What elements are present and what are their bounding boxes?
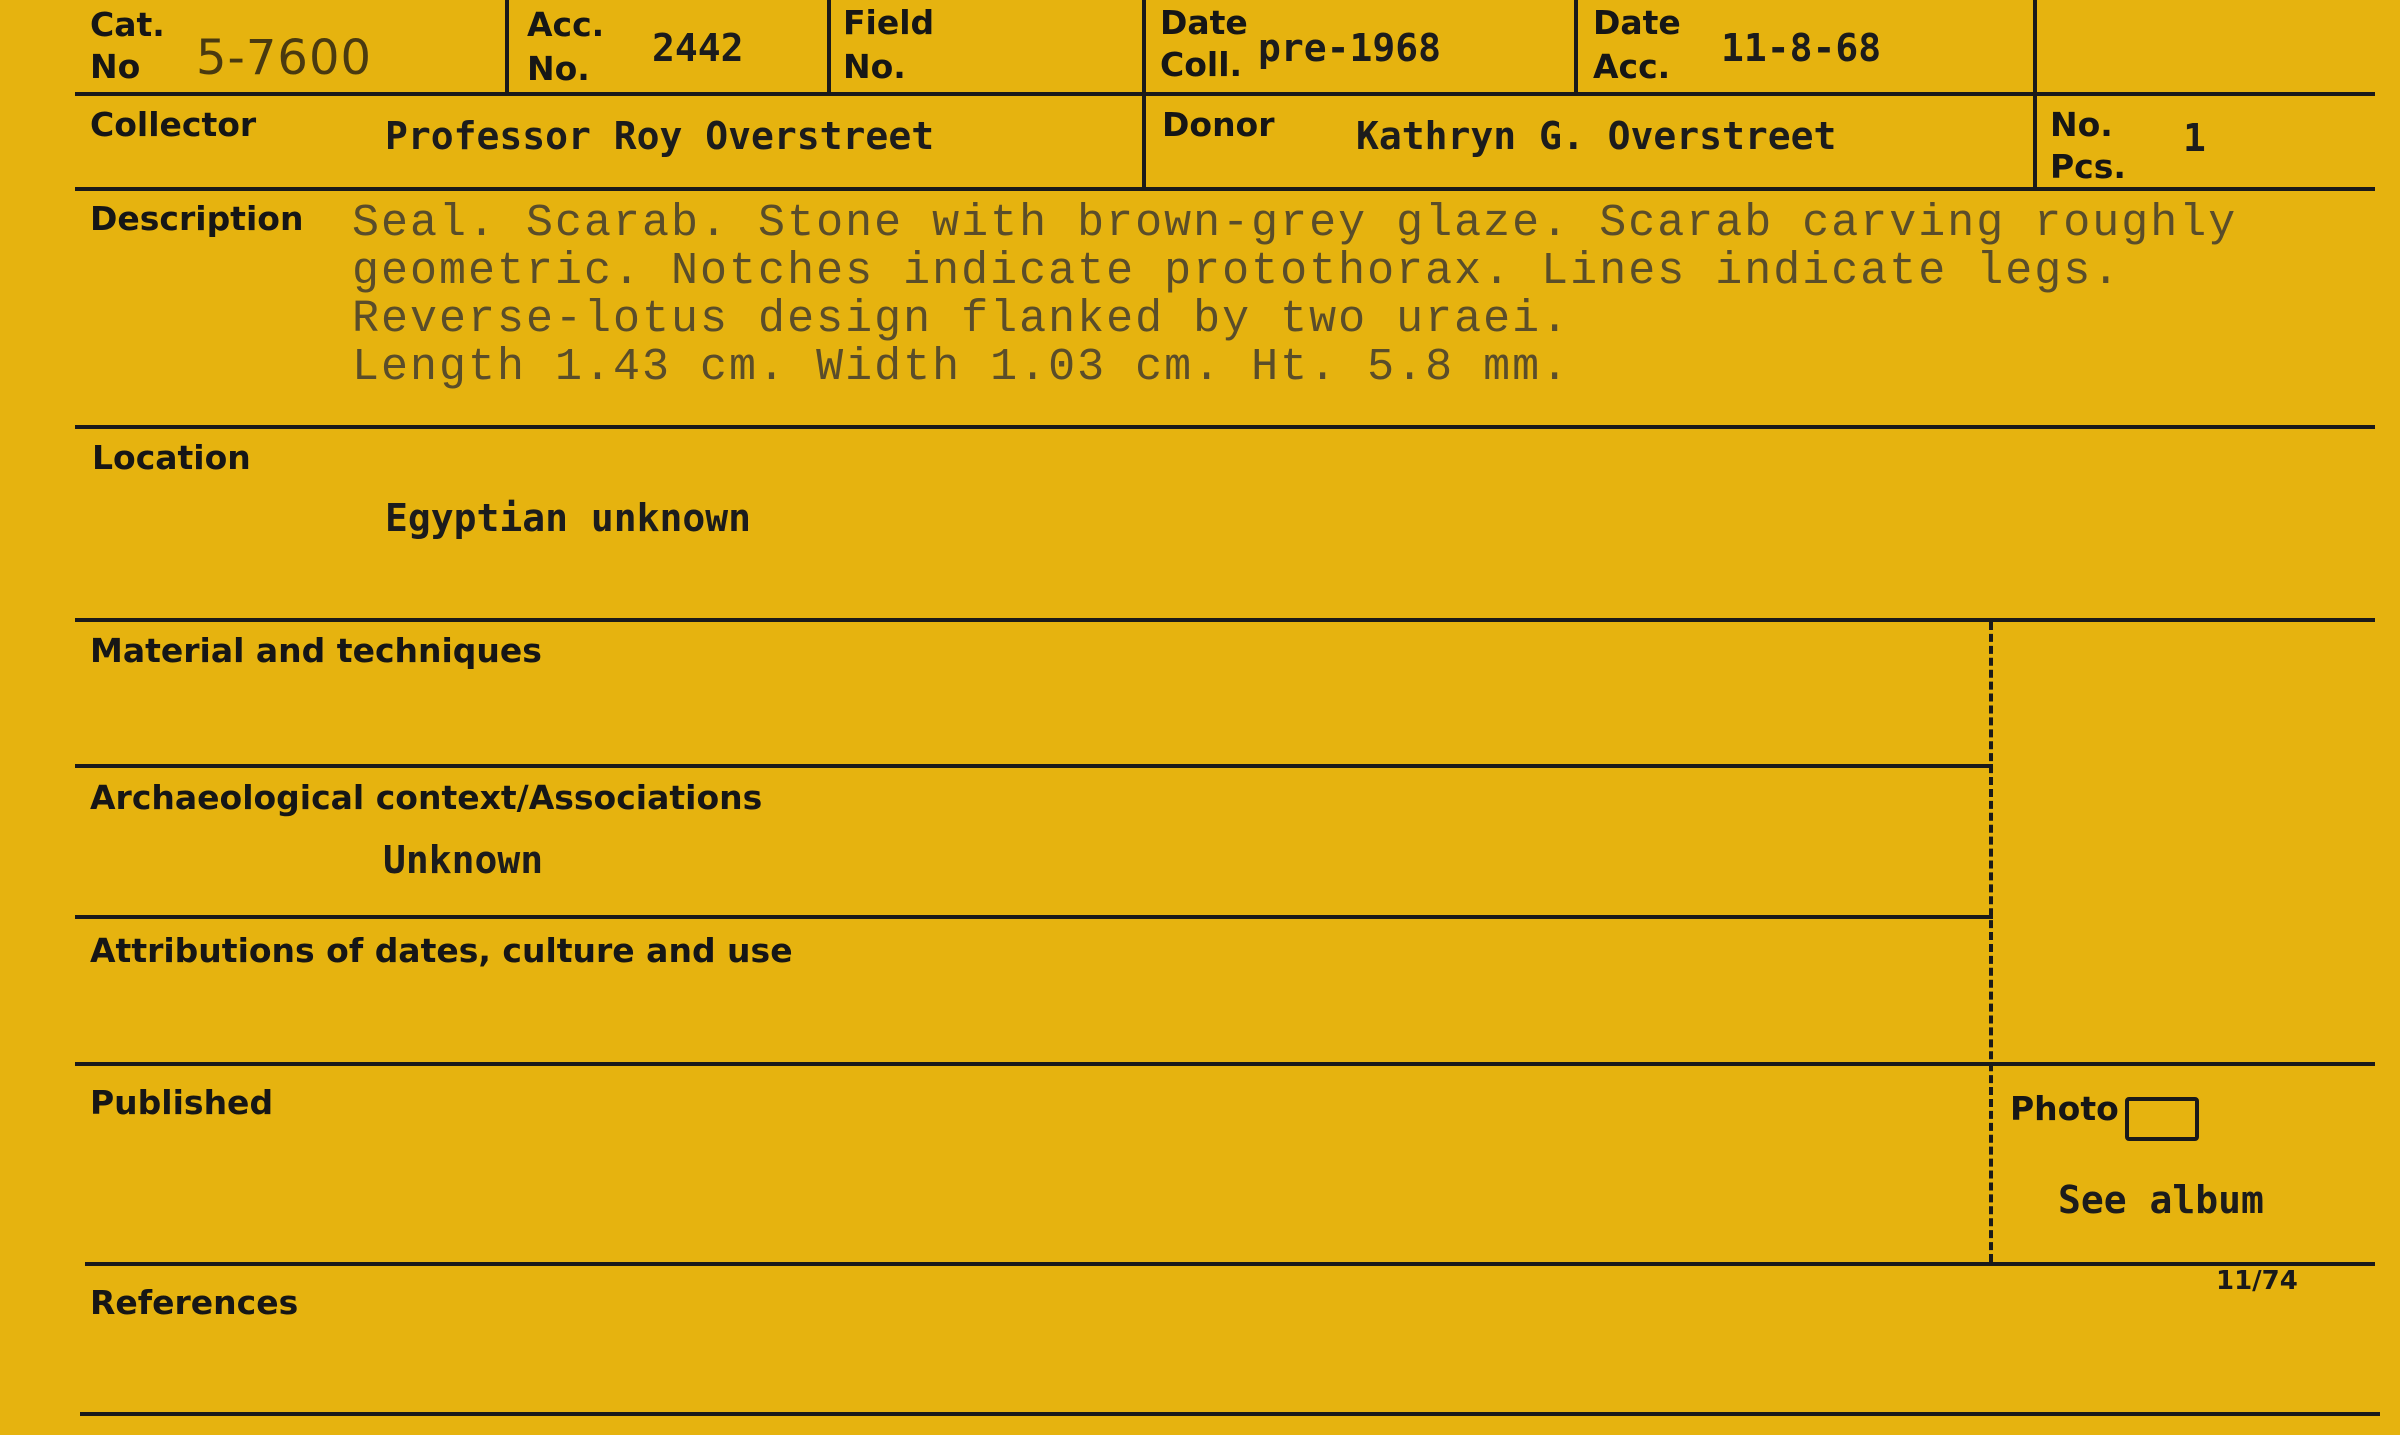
date-coll-value: pre-1968 [1258, 26, 1442, 70]
photo-checkbox [2125, 1097, 2199, 1141]
rule-attributions-bottom [75, 1062, 2375, 1066]
form-code: 11/74 [2216, 1266, 2298, 1296]
pieces-label-line2: Pcs. [2050, 147, 2126, 186]
photo-note: See album [2058, 1178, 2264, 1222]
rule-location-bottom [75, 618, 2375, 622]
description-label: Description [90, 199, 304, 238]
rule-photo-dashed-divider [1989, 622, 1993, 1262]
location-value: Egyptian unknown [385, 496, 752, 540]
acc-no-label-line2: No. [527, 49, 590, 88]
acc-no-label-line1: Acc. [527, 5, 605, 44]
rule-acc-field-divider [827, 0, 831, 94]
rule-dateacc-blank-divider [2033, 0, 2037, 190]
rule-field-datecoll-divider [1142, 0, 1146, 190]
published-label: Published [90, 1083, 274, 1122]
description-line: Reverse-lotus design flanked by two uraei. [352, 294, 1571, 345]
date-coll-label-line2: Coll. [1160, 45, 1243, 84]
field-no-label-line2: No. [843, 47, 906, 86]
archaeological-value: Unknown [383, 838, 544, 882]
rule-collector-bottom [75, 187, 2375, 191]
rule-material-bottom [75, 764, 1993, 768]
rule-description-bottom [75, 425, 2375, 429]
description-line: geometric. Notches indicate protothorax. Lines indicate legs. [352, 246, 2122, 297]
pieces-value: 1 [2183, 116, 2206, 160]
rule-datecoll-dateacc-divider [1574, 0, 1578, 94]
description-text [352, 200, 2237, 392]
collector-value: Professor Roy Overstreet [385, 114, 935, 158]
location-label: Location [92, 438, 251, 477]
rule-header-bottom [75, 92, 2375, 96]
cat-no-value: 5-7600 [196, 30, 373, 86]
field-no-label-line1: Field [843, 3, 935, 42]
cat-no-label-line1: Cat. [90, 5, 165, 44]
rule-references-bottom [80, 1412, 2380, 1416]
archaeological-label: Archaeological context/Associations [90, 778, 763, 817]
collector-label: Collector [90, 105, 257, 144]
attributions-label: Attributions of dates, culture and use [90, 931, 793, 970]
rule-cat-acc-divider [505, 0, 509, 94]
donor-label: Donor [1162, 105, 1275, 144]
references-label: References [90, 1283, 299, 1322]
pieces-label-line1: No. [2050, 105, 2113, 144]
photo-label: Photo [2010, 1089, 2119, 1128]
description-line: Seal. Scarab. Stone with brown-grey glaze. Scarab carving roughly [352, 198, 2238, 249]
rule-published-bottom [85, 1262, 2375, 1266]
date-acc-value: 11-8-68 [1721, 26, 1882, 70]
rule-archaeological-bottom [75, 915, 1993, 919]
donor-value: Kathryn G. Overstreet [1356, 114, 1837, 158]
description-line: Length 1.43 cm. Width 1.03 cm. Ht. 5.8 mm. [352, 342, 1571, 393]
date-acc-label-line2: Acc. [1593, 47, 1671, 86]
date-acc-label-line1: Date [1593, 3, 1681, 42]
date-coll-label-line1: Date [1160, 3, 1248, 42]
acc-no-value: 2442 [652, 26, 744, 70]
material-label: Material and techniques [90, 631, 542, 670]
cat-no-label-line2: No [90, 47, 141, 86]
